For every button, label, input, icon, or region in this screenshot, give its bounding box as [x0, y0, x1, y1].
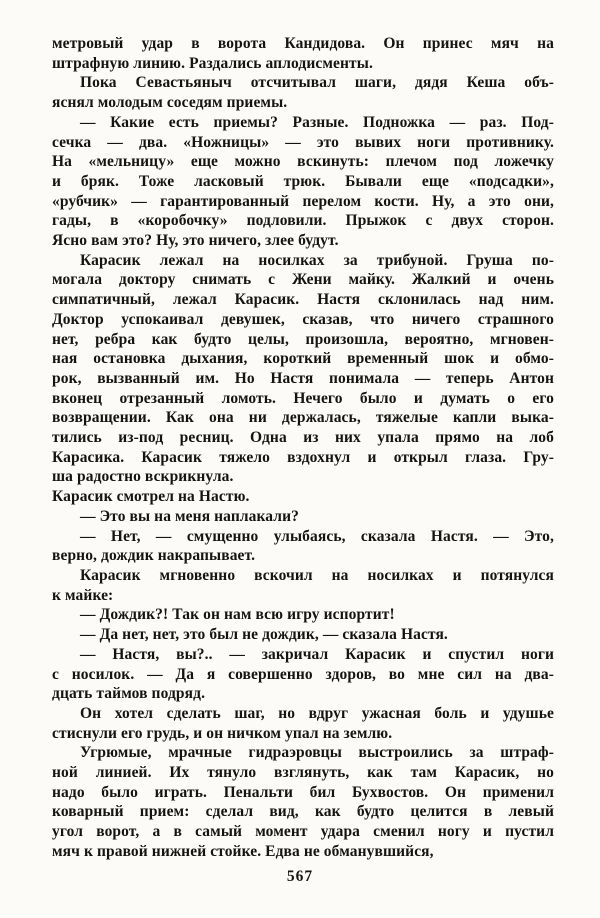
text-block — [52, 34, 554, 862]
text-line: стиснули его грудь, и он ничком упал на землю. — [52, 724, 393, 742]
text-line: верно, дождик накрапывает. — [52, 547, 256, 565]
text-line: и бряк. Тоже ласковый трюк. Бывали еще «подсадки», — [52, 172, 554, 190]
text-line: — Это вы на меня наплакали? — [80, 507, 299, 525]
text-line: коварный прием: сделал вид, как будто целится в левый — [52, 803, 554, 821]
text-line: рок, вызванный им. Но Настя понимала — теперь Антон — [52, 369, 554, 387]
text-line: мяч к правой нижней стойке. Едва не обманувшийся, — [52, 842, 434, 860]
text-line: Карасик мгновенно вскочил на носилках и потянулся — [80, 566, 554, 584]
text-line: тились из-под ресниц. Одна из них упала прямо на лоб — [52, 429, 554, 447]
text-line: гады, в «коробочку» подловили. Прыжок с двух сторон. — [52, 212, 554, 230]
text-line: нет, ребра как будто целы, произошла, вероятно, мгновен- — [52, 330, 554, 348]
text-line: вконец отрезанный ломоть. Нечего было и думать о его — [52, 389, 554, 407]
text-line: Карасик лежал на носилках за трибуной. Груша по- — [80, 251, 554, 269]
paragraph — [52, 487, 554, 507]
page-number: 567 — [286, 868, 314, 885]
text-line: Он хотел сделать шаг, но вдруг ужасная боль и удушье — [80, 704, 554, 722]
text-line: ной линией. Их тянуло взглянуть, как там Карасик, но — [52, 764, 554, 782]
paragraph — [52, 704, 554, 743]
text-line: — Нет, — смущенно улыбаясь, сказала Настя. — Это, — [80, 527, 554, 545]
text-line: симпатичный, лежал Карасик. Настя склонилась над ним. — [52, 291, 554, 309]
text-line: сечка — два. «Ножницы» — это вывих ноги противнику. — [52, 133, 554, 151]
text-line: возвращении. Как она ни держалась, тяжелые капли выка- — [52, 409, 554, 427]
paragraph — [52, 605, 554, 625]
text-line: Пока Севастьяныч отсчитывал шаги, дядя Кеша объ- — [80, 74, 554, 92]
text-line: к майке: — [52, 586, 114, 604]
paragraph — [52, 743, 554, 861]
paragraph — [52, 73, 554, 112]
text-line: надо было играть. Пенальти бил Бухвостов. Он применил — [52, 783, 554, 801]
paragraph — [52, 645, 554, 704]
paragraph — [52, 34, 554, 73]
paragraph — [52, 566, 554, 605]
text-line: ша радостно вскрикнула. — [52, 468, 234, 486]
text-line: с носилок. — Да я совершенно здоров, во мне сил на два- — [52, 665, 554, 683]
text-line: — Да нет, нет, это был не дождик, — сказала Настя. — [80, 626, 448, 644]
paragraph — [52, 251, 554, 487]
text-line: Карасика. Карасик тяжело вздохнул и открыл глаза. Гру- — [52, 448, 554, 466]
text-line: На «мельницу» еще можно вскинуть: плечом под ложечку — [52, 153, 554, 171]
paragraph — [52, 507, 554, 527]
text-line: ная остановка дыхания, короткий временный шок и обмо- — [52, 350, 554, 368]
paragraph — [52, 113, 554, 251]
text-line: штрафную линию. Раздались аплодисменты. — [52, 54, 373, 72]
text-line: Ясно вам это? Ну, это ничего, злее будут. — [52, 232, 339, 250]
text-line: дцать таймов подряд. — [52, 685, 206, 703]
text-line: — Настя, вы?.. — закричал Карасик и спустил ноги — [80, 645, 554, 663]
text-line: могала доктору снимать с Жени майку. Жалкий и очень — [52, 271, 554, 289]
paragraph — [52, 527, 554, 566]
text-line: яснял молодым соседям приемы. — [52, 94, 288, 112]
text-line: Карасик смотрел на Настю. — [52, 488, 250, 506]
text-line: угол ворот, а в самый момент удара сменил ногу и пустил — [52, 823, 554, 841]
text-line: Доктор успокаивал девушек, сказав, что ничего страшного — [52, 310, 554, 328]
text-line: — Какие есть приемы? Разные. Подножка — раз. Под- — [80, 113, 554, 131]
text-line: «рубчик» — гарантированный перелом кости. Ну, а это они, — [52, 192, 554, 210]
paragraph — [52, 625, 554, 645]
text-line: метровый удар в ворота Кандидова. Он принес мяч на — [52, 35, 554, 52]
text-line: Угрюмые, мрачные гидраэровцы выстроились за штраф- — [80, 744, 554, 762]
text-line: — Дождик?! Так он нам всю игру испортит! — [80, 606, 395, 624]
